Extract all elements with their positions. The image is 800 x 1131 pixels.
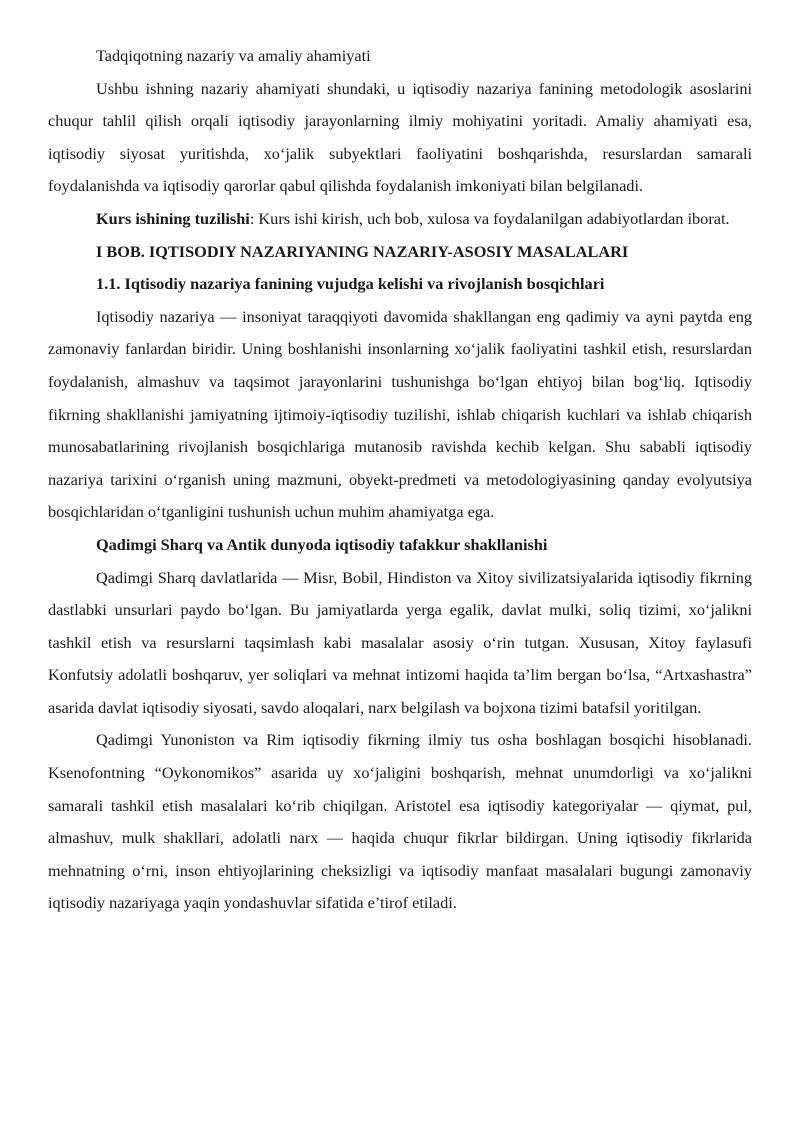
paragraph-east: Qadimgi Sharq davlatlarida — Misr, Bobil, Hindiston va Xitoy sivilizatsiyalarida iqtisodiy fikrning dastlabki unsurlari paydo bo‘lgan. Bu jamiyatlarda yerga egalik, davlat mulki, soliq tizimi, xo‘jalikni tashkil etish va resurslarni taqsimlash kabi masalalar asosiy o‘rin tutgan. Xususan, Xitoy faylasufi Konfutsiy adolatli boshqaruv, yer soliqlari va mehnat intizomi haqida ta’lim bergan bo‘lsa, “Artxashastra” asarida davlat iqtisodiy siyosati, savdo aloqalari, narx belgilash va bojxona tizimi batafsil yoritilgan. — [48, 567, 752, 717]
document-page — [48, 40, 752, 920]
subsection-title: Qadimgi Sharq va Antik dunyoda iqtisodiy tafakkur shakllanishi — [96, 534, 548, 554]
structure-label: Kurs ishining tuzilishi — [96, 208, 250, 228]
section-title: 1.1. Iqtisodiy nazariya fanining vujudga kelishi va rivojlanish bosqichlari — [96, 274, 605, 294]
paragraph-intro: Iqtisodiy nazariya — insoniyat taraqqiyoti davomida shakllangan eng qadimiy va ayni paytda eng zamonaviy fanlardan biridir. Uning boshlanishi insonlarning xo‘jalik faoliyatini tashkil etish, resurslardan foydalanish, almashuv va taqsimot jarayonlarini tushunishga bo‘lgan ehtiyoj bilan bog‘liq. Iqtisodiy fikrning shakllanishi jamiyatning ijtimoiy-iqtisodiy tuzilishi, ishlab chiqarish kuchlari va ishlab chiqarish munosabatlarining rivojlanish bosqichlariga mutanosib ravishda kechib kelgan. Shu sababli iqtisodiy nazariya tarixini o‘rganish uning mazmuni, obyekt-predmeti va metodologiyasining qanday evolyutsiya bosqichlaridan o‘tganligini tushunish uchun muhim ahamiyatga ega. — [48, 306, 752, 522]
paragraph-significance: Ushbu ishning nazariy ahamiyati shundaki, u iqtisodiy nazariya fanining metodologik asoslarini chuqur tahlil qilish orqali iqtisodiy jarayonlarning ilmiy mohiyatini yoritadi. Amaliy ahamiyati esa, iqtisodiy siyosat yuritishda, xo‘jalik subyektlari faoliyatini boshqarishda, resurslardan samarali foydalanishda va iqtisodiy qarorlar qabul qilishda foydalanish imkoniyati bilan belgilanadi. — [48, 78, 752, 196]
paragraph-antique: Qadimgi Yunoniston va Rim iqtisodiy fikrning ilmiy tus osha boshlagan bosqichi hisoblanadi. Ksenofontning “Oykonomikos” asarida uy xo‘jaligini boshqarish, mehnat unumdorligi va xo‘jalikni samarali tashkil etish masalalari ko‘rib chiqilgan. Aristotel esa iqtisodiy kategoriyalar — qiymat, pul, almashuv, mulk shakllari, adolatli narx — haqida chuqur fikrlar bildirgan. Uning iqtisodiy fikrlarida mehnatning o‘rni, inson ehtiyojlarining cheksizligi va iqtisodiy manfaat masalalari bugungi zamonaviy iqtisodiy nazariyaga yaqin yondashuvlar sifatida e’tirof etiladi. — [48, 730, 752, 913]
chapter-title: I BOB. IQTISODIY NAZARIYANING NAZARIY-ASOSIY MASALALARI — [96, 241, 629, 261]
section-subtitle: Tadqiqotning nazariy va amaliy ahamiyati — [96, 46, 371, 65]
paragraph-structure — [48, 203, 752, 236]
structure-text: : Kurs ishi kirish, uch bob, xulosa va foydalanilgan adabiyotlardan iborat. — [249, 208, 730, 228]
